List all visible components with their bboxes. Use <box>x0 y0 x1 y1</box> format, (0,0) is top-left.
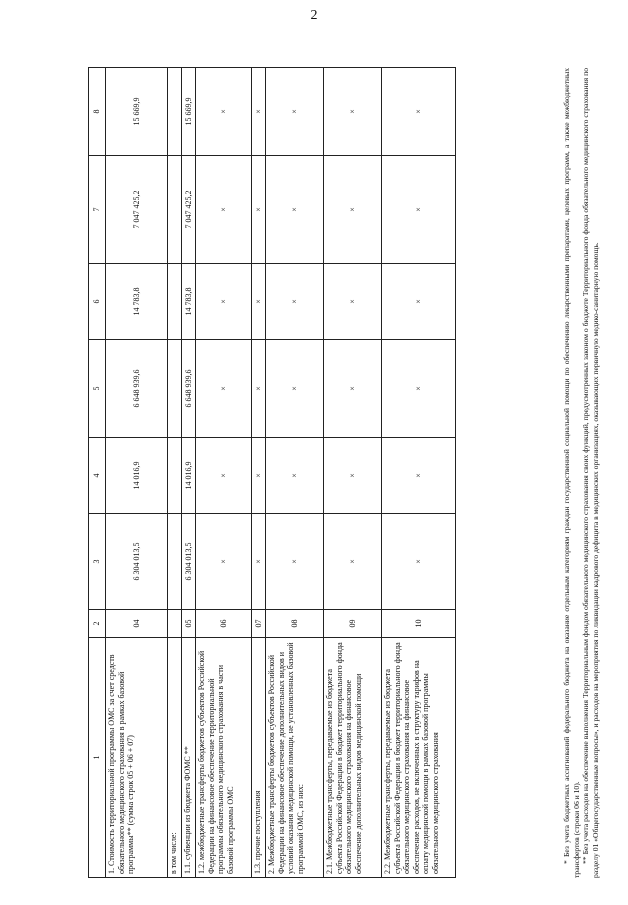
value-cell <box>168 156 182 264</box>
value-cell: 7 047 425,2 <box>182 156 196 264</box>
value-cell: × <box>382 340 456 438</box>
table-row <box>324 68 382 878</box>
row-code-cell: 05 <box>182 610 196 638</box>
value-cell: × <box>252 68 266 156</box>
value-cell: × <box>324 156 382 264</box>
value-cell: × <box>196 438 252 514</box>
value-cell: 6 304 013,5 <box>106 514 168 610</box>
value-cell: × <box>266 514 324 610</box>
table-row <box>266 68 324 878</box>
header-cell: 7 <box>89 156 106 264</box>
value-cell: × <box>252 514 266 610</box>
budget-table <box>88 67 456 878</box>
value-cell: × <box>252 340 266 438</box>
value-cell: × <box>196 68 252 156</box>
value-cell <box>168 514 182 610</box>
header-cell: 8 <box>89 68 106 156</box>
table-row <box>168 68 182 878</box>
footnote: * Без учета бюджетных ассигнований федерального бюджета на оказание отдельным категориям граждан государственной социальной помощи по обеспечению лекарственными препаратами, целевых программ, а также межбюджетных трансфертов (строки 06 и 10). <box>562 68 581 878</box>
value-cell: × <box>252 438 266 514</box>
row-name-cell: 1. Стоимость территориальной программы ОМС за счет средств обязательного медицинского страхования в рамках базовой программы** (сумма строк 05 + 06 + 07) <box>106 638 168 878</box>
table-row <box>182 68 196 878</box>
value-cell: × <box>266 340 324 438</box>
value-cell: × <box>382 438 456 514</box>
value-cell: 6 648 939,6 <box>106 340 168 438</box>
value-cell: 7 047 425,2 <box>106 156 168 264</box>
value-cell: × <box>324 340 382 438</box>
row-code-cell: 10 <box>382 610 456 638</box>
row-name-cell: в том числе: <box>168 638 182 878</box>
table-row <box>106 68 168 878</box>
value-cell: × <box>252 156 266 264</box>
value-cell: × <box>196 264 252 340</box>
value-cell: × <box>324 514 382 610</box>
value-cell: × <box>382 514 456 610</box>
row-code-cell: 07 <box>252 610 266 638</box>
page-number: 2 <box>310 8 318 23</box>
header-cell: 2 <box>89 610 106 638</box>
value-cell: × <box>266 438 324 514</box>
row-code-cell: 08 <box>266 610 324 638</box>
header-cell: 4 <box>89 438 106 514</box>
value-cell: × <box>196 514 252 610</box>
header-row <box>89 68 106 878</box>
table-row <box>382 68 456 878</box>
table-row <box>252 68 266 878</box>
value-cell: 15 669,9 <box>106 68 168 156</box>
row-name-cell: 2.2. Межбюджетные трансферты, передаваемые из бюджета субъекта Российской Федерации в бюджет территориального фонда обязательного медицинского страхования на финансовое обеспечение расходов, не включенных в структуру тарифов на оплату медицинской помощи в рамках базовой программы обязательного медицинского страхования <box>382 638 456 878</box>
row-name-cell: 1.2. межбюджетные трансферты бюджетов субъектов Российской Федерации на финансовое обеспечение территориальной программы обязательного медицинского страхования в части базовой программы ОМС <box>196 638 252 878</box>
value-cell: × <box>382 156 456 264</box>
value-cell: 15 669,9 <box>182 68 196 156</box>
value-cell: × <box>252 264 266 340</box>
value-cell: × <box>324 438 382 514</box>
value-cell <box>168 68 182 156</box>
row-name-cell: 1.1. субвенции из бюджета ФОМС ** <box>182 638 196 878</box>
row-code-cell: 04 <box>106 610 168 638</box>
value-cell <box>168 340 182 438</box>
footnote: ** Без учета расходов на обеспечение выполнения Территориальным фондом обязательного медицинского страхования своих функций, предусмотренных законом о бюджете Территориального фонда обязательного медицинского страхования по разделу 01 «Общегосударственные вопросы», и расходов на мероприятия по ликвидации кадрового дефицита в медицинских организациях, оказывающих первичную медико-санитарную помощь. <box>581 68 600 878</box>
value-cell: 6 304 013,5 <box>182 514 196 610</box>
value-cell: 14 783,8 <box>182 264 196 340</box>
value-cell: × <box>196 156 252 264</box>
value-cell <box>168 438 182 514</box>
row-code-cell: 09 <box>324 610 382 638</box>
row-code-cell: 06 <box>196 610 252 638</box>
value-cell: 6 648 939,6 <box>182 340 196 438</box>
row-name-cell: 2.1. Межбюджетные трансферты, передаваемые из бюджета субъекта Российской Федерации в бюджет территориального фонда обязательного медицинского страхования на финансовое обеспечение дополнительных видов медицинской помощи <box>324 638 382 878</box>
value-cell: × <box>196 340 252 438</box>
value-cell: × <box>382 264 456 340</box>
value-cell: × <box>324 68 382 156</box>
value-cell: × <box>266 264 324 340</box>
footnotes <box>562 68 600 878</box>
value-cell: × <box>266 68 324 156</box>
header-cell: 5 <box>89 340 106 438</box>
value-cell: 14 016,9 <box>106 438 168 514</box>
header-cell: 3 <box>89 514 106 610</box>
value-cell: 14 783,8 <box>106 264 168 340</box>
value-cell: × <box>382 68 456 156</box>
row-name-cell: 1.3. прочие поступления <box>252 638 266 878</box>
rotated-content <box>88 68 600 878</box>
value-cell <box>168 264 182 340</box>
header-cell: 1 <box>89 638 106 878</box>
value-cell: × <box>266 156 324 264</box>
row-name-cell: 2. Межбюджетные трансферты бюджетов субъектов Российской Федерации на финансовое обеспечение дополнительных видов и условий оказания медицинской помощи, не установленных базовой программой ОМС, из них: <box>266 638 324 878</box>
row-code-cell <box>168 610 182 638</box>
value-cell: × <box>324 264 382 340</box>
value-cell: 14 016,9 <box>182 438 196 514</box>
header-cell: 6 <box>89 264 106 340</box>
table-row <box>196 68 252 878</box>
